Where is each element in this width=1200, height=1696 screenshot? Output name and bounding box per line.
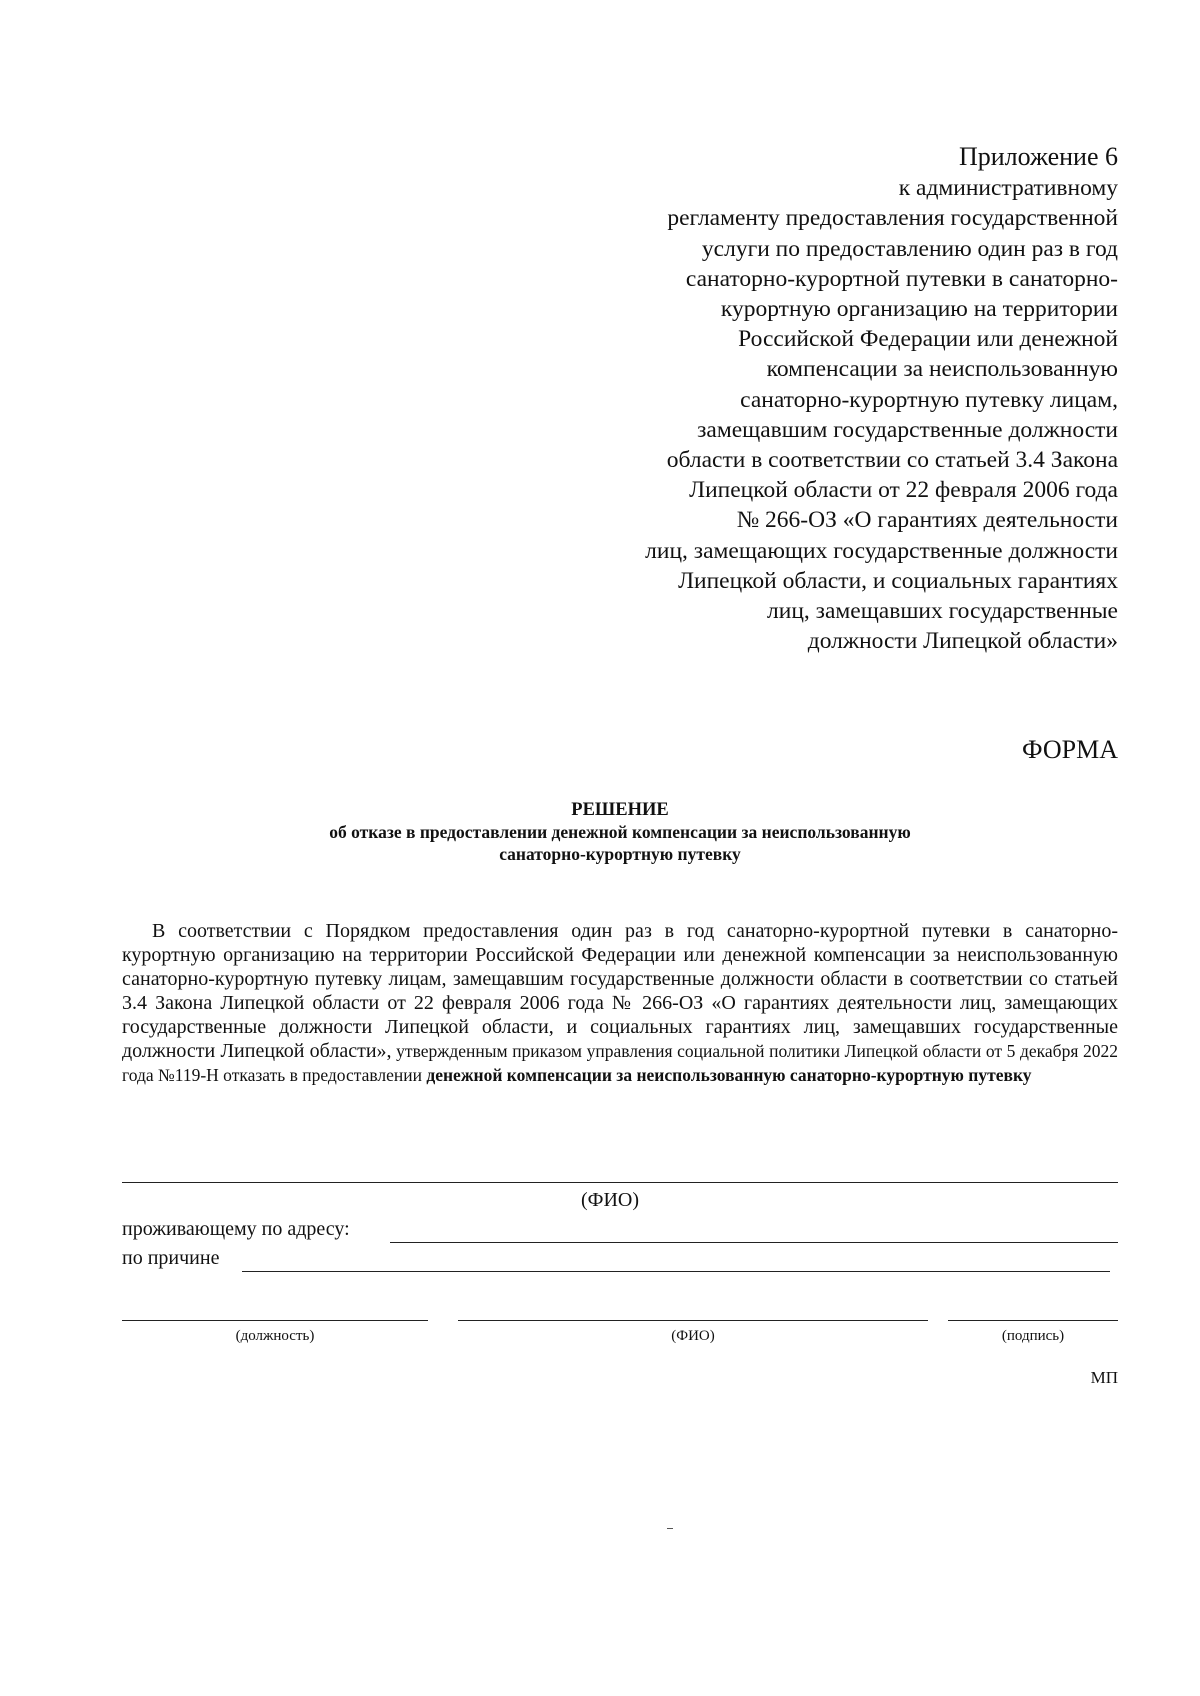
body-text-emphasis: денежной компенсации за неиспользованную санаторно-курортную путевку — [426, 1065, 1032, 1085]
scan-artifact-mark — [667, 1528, 673, 1529]
signature-caption: (подпись) — [1001, 1328, 1065, 1344]
appendix-line: Приложение 6 — [958, 142, 1118, 171]
appendix-line: № 266-ОЗ «О гарантиях деятельности — [736, 507, 1118, 534]
body-text-part: утвержденным приказом управления социальной политики Липецкой области от 5 декабря 2022 года №119-Н отказать в предоставлении — [122, 1041, 1118, 1085]
appendix-line: Российской Федерации или денежной — [738, 326, 1118, 353]
appendix-line: курортную организацию на территории — [720, 296, 1118, 323]
body-text-part: В соответствии с Порядком предоставления один раз в год санаторно-курортной путевки в санаторно-курортную организацию на территории Российской Федерации или денежной компенсации за неиспользованную санаторно-курортную путевку лицам, замещавшим государственные должности области в соответствии со статьей 3.4 Закона Липецкой области от 22 февраля 2006 года № 266-ОЗ «О гарантиях деятельности лиц, замещающих государственные должности Липецкой области, и социальных гарантиях лиц, замещавших государственные должности Липецкой области», — [122, 920, 1118, 1062]
appendix-line: санаторно-курортную путевку лицам, — [740, 386, 1118, 413]
appendix-line: лиц, замещавших государственные — [767, 598, 1118, 625]
appendix-line: должности Липецкой области» — [807, 628, 1118, 655]
body-paragraph — [122, 919, 1118, 1087]
appendix-line: замещавшим государственные должности — [697, 416, 1118, 443]
appendix-line: Липецкой области от 22 февраля 2006 года — [689, 477, 1118, 504]
title-heading: РЕШЕНИЕ — [571, 800, 669, 820]
stamp-label: МП — [1090, 1368, 1118, 1387]
fio-input-line[interactable] — [122, 1182, 1118, 1183]
fio-signature-line[interactable] — [458, 1320, 928, 1321]
appendix-line: услуги по предоставлению один раз в год — [701, 235, 1118, 262]
appendix-line: к административному — [898, 175, 1118, 202]
position-signature-line[interactable] — [122, 1320, 428, 1321]
appendix-line: лиц, замещающих государственные должности — [645, 537, 1118, 564]
fio-caption: (ФИО) — [581, 1189, 640, 1211]
title-line: санаторно-курортную путевку — [499, 844, 741, 864]
reason-input-line[interactable] — [242, 1271, 1110, 1272]
signature-fio-caption: (ФИО) — [671, 1328, 715, 1344]
appendix-line: регламенту предоставления государственной — [667, 205, 1118, 232]
address-label: проживающему по адресу: — [122, 1218, 350, 1240]
appendix-line: компенсации за неиспользованную — [766, 356, 1118, 383]
signature-line[interactable] — [948, 1320, 1118, 1321]
form-label: ФОРМА — [1022, 735, 1118, 764]
document-title — [0, 799, 1200, 865]
address-input-line[interactable] — [390, 1242, 1118, 1243]
appendix-line: Липецкой области, и социальных гарантиях — [678, 567, 1118, 594]
title-line: об отказе в предоставлении денежной компенсации за неиспользованную — [329, 822, 911, 842]
reason-label: по причине — [122, 1247, 220, 1269]
appendix-header — [558, 142, 1118, 656]
appendix-line: области в соответствии со статьей 3.4 Закона — [666, 447, 1118, 474]
appendix-line: санаторно-курортной путевки в санаторно- — [685, 265, 1118, 292]
position-caption: (должность) — [235, 1328, 315, 1344]
